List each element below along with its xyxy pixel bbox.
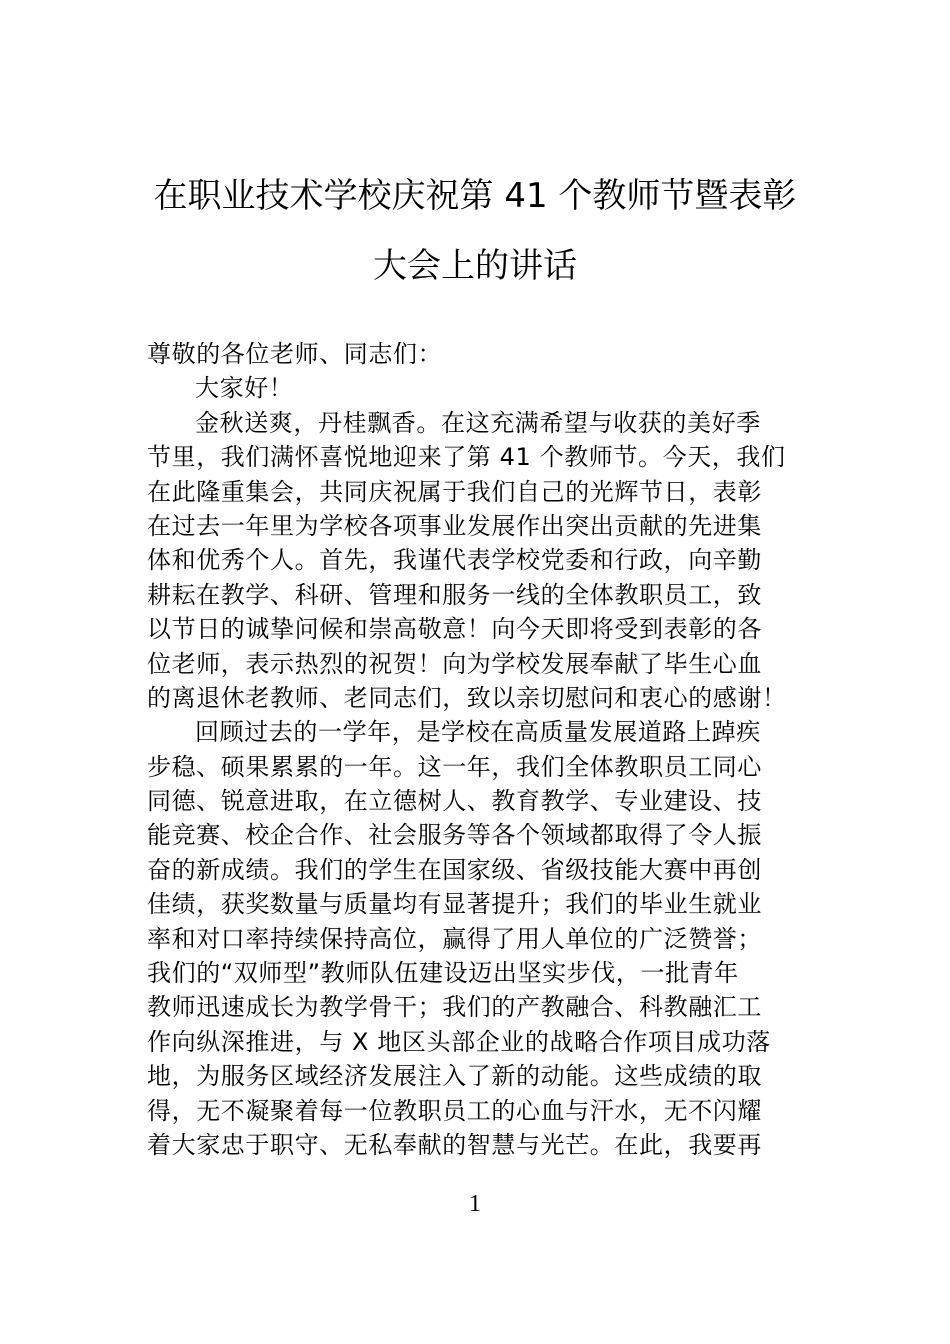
paragraph-line: 我们的“双师型”教师队伍建设迈出坚实步伐，一批青年 — [147, 959, 739, 988]
paragraph-line: 率和对口率持续保持高位，赢得了用人单位的广泛赞誉； — [147, 924, 762, 953]
paragraph-line: 同德、锐意进取，在立德树人、教育教学、专业建设、技 — [147, 787, 762, 816]
paragraph-line: 回顾过去的一学年，是学校在高质量发展道路上踔疾 — [195, 718, 761, 747]
speech-body — [147, 337, 807, 1162]
paragraph-line: 耕耘在教学、科研、管理和服务一线的全体教职员工，致 — [147, 580, 762, 609]
greeting: 大家好！ — [195, 374, 294, 403]
paragraph-line: 体和优秀个人。首先，我谨代表学校党委和行政，向辛勤 — [147, 546, 762, 575]
document-title-line-2: 大会上的讲话 — [373, 246, 577, 286]
paragraph-line: 教师迅速成长为教学骨干；我们的产教融合、科教融汇工 — [147, 993, 762, 1022]
paragraph-line: 以节日的诚挚问候和崇高敬意！向今天即将受到表彰的各 — [147, 615, 762, 644]
paragraph-line: 得，无不凝聚着每一位教职员工的心血与汗水，无不闪耀 — [147, 1096, 762, 1125]
paragraph-line: 在过去一年里为学校各项事业发展作出突出贡献的先进集 — [147, 511, 762, 540]
paragraph-line: 在此隆重集会，共同庆祝属于我们自己的光辉节日，表彰 — [147, 477, 762, 506]
page-number: 1 — [469, 1191, 481, 1217]
paragraph-line: 步稳、硕果累累的一年。这一年，我们全体教职员工同心 — [147, 752, 762, 781]
paragraph-line: 着大家忠于职守、无私奉献的智慧与光芒。在此，我要再 — [147, 1130, 762, 1159]
paragraph-line: 的离退休老教师、老同志们，致以亲切慰问和衷心的感谢！ — [147, 683, 787, 712]
paragraph-line: 地，为服务区域经济发展注入了新的动能。这些成绩的取 — [147, 1062, 762, 1091]
paragraph-line: 作向纵深推进，与 X 地区头部企业的战略合作项目成功落 — [147, 1027, 771, 1056]
paragraph-line: 节里，我们满怀喜悦地迎来了第 41 个教师节。今天，我们 — [147, 443, 786, 472]
paragraph-line: 佳绩，获奖数量与质量均有显著提升；我们的毕业生就业 — [147, 890, 762, 919]
salutation: 尊敬的各位老师、同志们： — [147, 340, 443, 368]
paragraph-line: 金秋送爽，丹桂飘香。在这充满希望与收获的美好季 — [195, 408, 761, 437]
paragraph-line: 位老师，表示热烈的祝贺！向为学校发展奉献了毕生心血 — [147, 649, 762, 678]
paragraph-line: 能竞赛、校企合作、社会服务等各个领域都取得了令人振 — [147, 821, 762, 850]
document-title-line-1: 在职业技术学校庆祝第 41 个教师节暨表彰 — [153, 176, 797, 216]
paragraph-line: 奋的新成绩。我们的学生在国家级、省级技能大赛中再创 — [147, 855, 762, 884]
